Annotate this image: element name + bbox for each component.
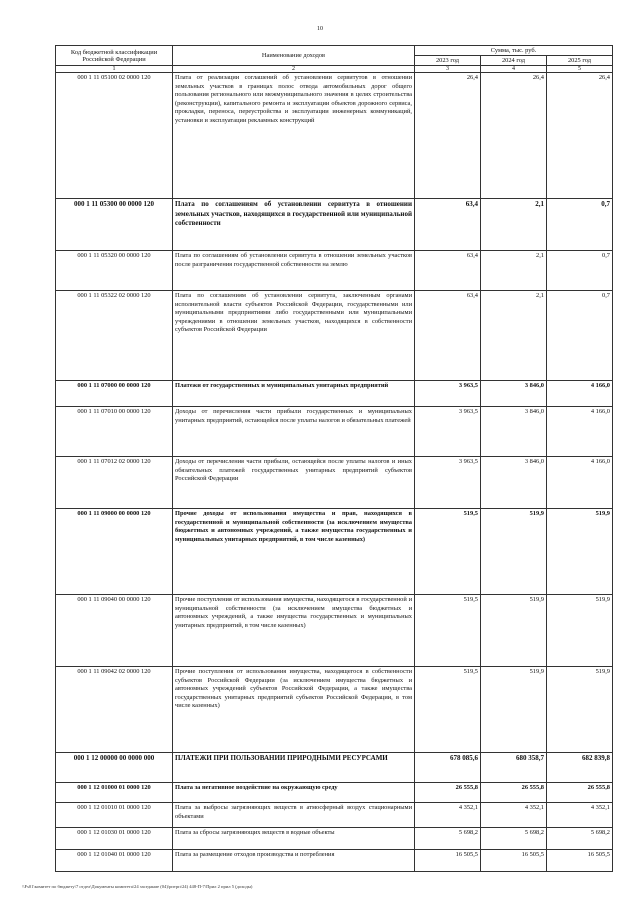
row-value-2023: 26 555,8	[415, 783, 481, 803]
row-value-2023: 16 505,5	[415, 850, 481, 872]
header-year-2024: 2024 год	[481, 56, 547, 66]
row-value-2025: 4 166,0	[547, 381, 613, 407]
row-name: Плата по соглашениям об установлении сервитута, заключенным органами исполнительной власти субъектов Российской Федерации, государственными или муниципальными предприятиями либо государственными или муниципальными учреждениями в отношении земельных участков, находящихся в собственности субъектов Российской Федерации	[173, 291, 415, 381]
row-name: Плата от реализации соглашений об установлении сервитутов в отношении земельных участков в границах полос отвода автомобильных дорог общего пользования регионального или межмуниципального значения в целях строительства (реконструкции), капитального ремонта и эксплуатации объектов дорожного сервиса, прокладки, переноса, переустройства и эксплуатации инженерных коммуникаций, установки и эксплуатации рекламных конструкций	[173, 73, 415, 199]
row-code: 000 1 12 01000 01 0000 120	[56, 783, 173, 803]
row-value-2025: 0,7	[547, 291, 613, 381]
row-code: 000 1 12 01010 01 0000 120	[56, 803, 173, 828]
table-row	[56, 407, 613, 457]
row-value-2024: 16 505,5	[481, 850, 547, 872]
row-code: 000 1 12 01030 01 0000 120	[56, 828, 173, 850]
row-code: 000 1 11 05320 00 0000 120	[56, 251, 173, 291]
row-value-2023: 678 085,6	[415, 753, 481, 783]
row-value-2025: 16 505,5	[547, 850, 613, 872]
table-row	[56, 753, 613, 783]
row-value-2023: 3 963,5	[415, 381, 481, 407]
row-value-2024: 3 846,0	[481, 457, 547, 509]
row-value-2025: 26,4	[547, 73, 613, 199]
header-year-2025: 2025 год	[547, 56, 613, 66]
row-name: Прочие поступления от использования имущества, находящегося в собственности субъектов Российской Федерации (за исключением имущества бюджетных и автономных учреждений субъектов Российской Федерации, а также имущества государственных унитарных предприятий субъектов Российской Федерации, в том числе казенных)	[173, 667, 415, 753]
column-index: 4	[481, 66, 547, 73]
revenue-table	[55, 45, 613, 872]
row-value-2025: 0,7	[547, 199, 613, 251]
page-number: 10	[317, 26, 323, 32]
row-name: Прочие доходы от использования имущества и прав, находящихся в государственной и муниципальной собственности (за исключением имущества бюджетных и автономных учреждений, а также имущества государственных и муниципальных унитарных предприятий, в том числе казенных)	[173, 509, 415, 595]
column-index: 2	[173, 66, 415, 73]
column-index: 1	[56, 66, 173, 73]
row-value-2025: 519,9	[547, 509, 613, 595]
row-code: 000 1 11 07000 00 0000 120	[56, 381, 173, 407]
row-value-2024: 26 555,8	[481, 783, 547, 803]
row-name: Плата по соглашениям об установлении сервитута в отношении земельных участков после разграничения государственной собственности на землю	[173, 251, 415, 291]
row-value-2025: 0,7	[547, 251, 613, 291]
row-value-2023: 5 698,2	[415, 828, 481, 850]
row-value-2024: 4 352,1	[481, 803, 547, 828]
row-value-2025: 4 352,1	[547, 803, 613, 828]
row-code: 000 1 11 07012 02 0000 120	[56, 457, 173, 509]
table-row	[56, 850, 613, 872]
row-value-2024: 519,9	[481, 509, 547, 595]
header-sum: Сумма, тыс. руб.	[415, 46, 613, 56]
row-value-2023: 519,5	[415, 595, 481, 667]
column-index: 5	[547, 66, 613, 73]
row-code: 000 1 12 00000 00 0000 000	[56, 753, 173, 783]
row-name: Плата по соглашениям об установлении сервитута в отношении земельных участков, находящихся в государственной или муниципальной собственности	[173, 199, 415, 251]
row-code: 000 1 11 07010 00 0000 120	[56, 407, 173, 457]
row-value-2024: 26,4	[481, 73, 547, 199]
row-value-2023: 63,4	[415, 291, 481, 381]
row-value-2025: 26 555,8	[547, 783, 613, 803]
row-value-2024: 2,1	[481, 199, 547, 251]
row-code: 000 1 11 05100 02 0000 120	[56, 73, 173, 199]
table-row	[56, 381, 613, 407]
row-value-2024: 519,9	[481, 667, 547, 753]
row-name: Платежи от государственных и муниципальных унитарных предприятий	[173, 381, 415, 407]
table-row	[56, 73, 613, 199]
row-value-2025: 519,9	[547, 595, 613, 667]
table-row	[56, 667, 613, 753]
row-value-2024: 3 846,0	[481, 407, 547, 457]
table-row	[56, 803, 613, 828]
row-code: 000 1 11 05300 00 0000 120	[56, 199, 173, 251]
row-value-2025: 519,9	[547, 667, 613, 753]
row-value-2025: 5 698,2	[547, 828, 613, 850]
row-value-2023: 3 963,5	[415, 457, 481, 509]
table-row	[56, 291, 613, 381]
row-name: Доходы от перечисления части прибыли государственных и муниципальных унитарных предприятий, остающейся после уплаты налогов и обязательных платежей	[173, 407, 415, 457]
row-value-2024: 2,1	[481, 291, 547, 381]
row-value-2025: 4 166,0	[547, 457, 613, 509]
row-value-2024: 2,1	[481, 251, 547, 291]
row-code: 000 1 11 09042 02 0000 120	[56, 667, 173, 753]
row-value-2023: 26,4	[415, 73, 481, 199]
table-row	[56, 509, 613, 595]
row-code: 000 1 11 09040 00 0000 120	[56, 595, 173, 667]
row-value-2024: 519,9	[481, 595, 547, 667]
row-name: Плата за выбросы загрязняющих веществ в атмосферный воздух стационарными объектами	[173, 803, 415, 828]
table-row	[56, 457, 613, 509]
row-value-2025: 682 839,8	[547, 753, 613, 783]
file-path-footer: \\Fs01\комитет по бюджету\7 отдел\Документы комитета\24 заседание (04)\рптрп\24) 448-П-7\Прил 2 прил 5 (доходы)	[22, 884, 253, 889]
table-row	[56, 595, 613, 667]
row-code: 000 1 11 09000 00 0000 120	[56, 509, 173, 595]
header-code: Код бюджетной классификации Российской Федерации	[56, 46, 173, 66]
row-value-2025: 4 166,0	[547, 407, 613, 457]
header-year-2023: 2023 год	[415, 56, 481, 66]
row-value-2023: 519,5	[415, 667, 481, 753]
row-value-2023: 63,4	[415, 251, 481, 291]
column-index-row	[56, 66, 613, 73]
row-value-2023: 4 352,1	[415, 803, 481, 828]
row-name: Доходы от перечисления части прибыли, остающейся после уплаты налогов и иных обязательных платежей государственных унитарных предприятий субъектов Российской Федерации	[173, 457, 415, 509]
table-row	[56, 251, 613, 291]
row-value-2024: 680 358,7	[481, 753, 547, 783]
row-code: 000 1 11 05322 02 0000 120	[56, 291, 173, 381]
row-value-2023: 3 963,5	[415, 407, 481, 457]
row-code: 000 1 12 01040 01 0000 120	[56, 850, 173, 872]
table-header-row	[56, 46, 613, 56]
table-row	[56, 828, 613, 850]
row-name: Плата за негативное воздействие на окружающую среду	[173, 783, 415, 803]
header-name: Наименование доходов	[173, 46, 415, 66]
table-row	[56, 199, 613, 251]
table-row	[56, 783, 613, 803]
row-name: ПЛАТЕЖИ ПРИ ПОЛЬЗОВАНИИ ПРИРОДНЫМИ РЕСУРСАМИ	[173, 753, 415, 783]
row-name: Плата за размещение отходов производства и потребления	[173, 850, 415, 872]
row-value-2024: 3 846,0	[481, 381, 547, 407]
row-name: Прочие поступления от использования имущества, находящегося в государственной и муниципальной собственности (за исключением имущества бюджетных и автономных учреждений, а также имущества государственных и муниципальных унитарных предприятий, в том числе казенных)	[173, 595, 415, 667]
row-value-2023: 63,4	[415, 199, 481, 251]
row-name: Плата за сбросы загрязняющих веществ в водные объекты	[173, 828, 415, 850]
row-value-2024: 5 698,2	[481, 828, 547, 850]
column-index: 3	[415, 66, 481, 73]
row-value-2023: 519,5	[415, 509, 481, 595]
